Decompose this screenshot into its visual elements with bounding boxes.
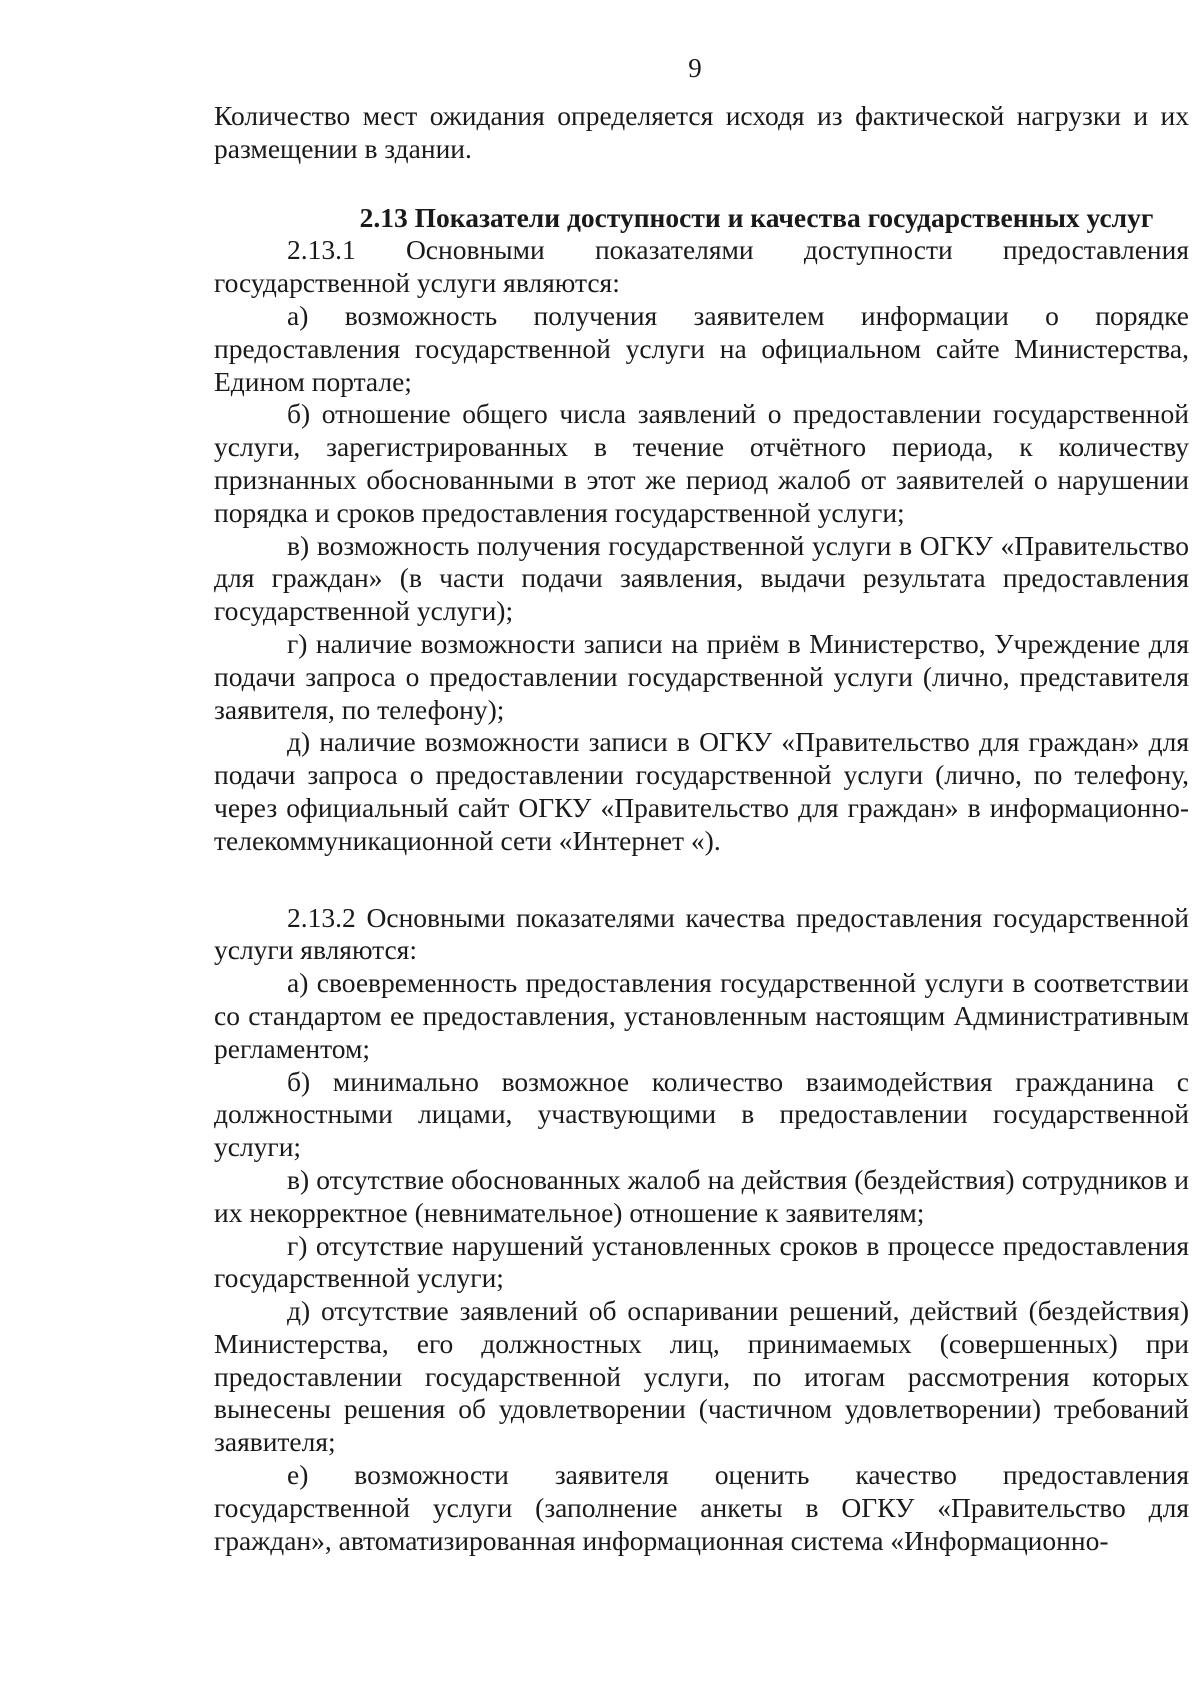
list-item: б) отношение общего числа заявлений о предоставлении государственной услуги, зарегистрированных в течение отчётного периода, к количеству признанных обоснованными в этот же период жалоб от заявителей о нарушении порядка и сроков предоставления государственной услуги; — [214, 398, 1189, 528]
list-item: в) возможность получения государственной услуги в ОГКУ «Правительство для граждан» (в части подачи заявления, выдачи результата предоставления государственной услуги); — [214, 529, 1189, 627]
subsection-lead: 2.13.1 Основными показателями доступности предоставления государственной услуги являются: — [214, 234, 1189, 299]
document-body — [214, 100, 1189, 1557]
list-item: а) возможность получения заявителем информации о порядке предоставления государственной услуги на официальном сайте Министерства, Едином портале; — [214, 299, 1189, 397]
list-item: г) отсутствие нарушений установленных сроков в процессе предоставления государственной услуги; — [214, 1229, 1189, 1294]
list-item: д) отсутствие заявлений об оспаривании решений, действий (бездействия) Министерства, его должностных лиц, принимаемых (совершенных) при предоставлении государственной услуги, по итогам рассмотрения которых вынесены решения об удовлетворении (частичном удовлетворении) требований заявителя; — [214, 1295, 1189, 1458]
subsection-quality — [214, 902, 1189, 1558]
section-heading: 2.13 Показатели доступности и качества государственных услуг — [359, 201, 1154, 233]
subsection-accessibility — [214, 234, 1189, 857]
list-item: г) наличие возможности записи на приём в Министерство, Учреждение для подачи запроса о предоставлении государственной услуги (лично, представителя заявителя, по телефону); — [214, 627, 1189, 725]
subsection-lead: 2.13.2 Основными показателями качества предоставления государственной услуги являются: — [214, 901, 1189, 966]
page-number: 9 — [688, 53, 702, 83]
list-item: б) минимально возможное количество взаимодействия гражданина с должностными лицами, участвующими в предоставлении государственной услуги; — [214, 1065, 1189, 1163]
intro-paragraph: Количество мест ожидания определяется исходя из фактической нагрузки и их размещении в здании. — [214, 100, 1189, 164]
list-item: е) возможности заявителя оценить качество предоставления государственной услуги (заполнение анкеты в ОГКУ «Правительство для граждан», автоматизированная информационная система «Информационно- — [214, 1459, 1189, 1556]
list-item: в) отсутствие обоснованных жалоб на действия (бездействия) сотрудников и их некорректное (невнимательное) отношение к заявителям; — [214, 1163, 1189, 1228]
list-item: д) наличие возможности записи в ОГКУ «Правительство для граждан» для подачи запроса о предоставлении государственной услуги (лично, по телефону, через официальный сайт ОГКУ «Правительство для граждан» в информационно-телекоммуникационной сети «Интернет «). — [214, 726, 1189, 856]
list-item: а) своевременность предоставления государственной услуги в соответствии со стандартом ее предоставления, установленным настоящим Административным регламентом; — [214, 967, 1189, 1064]
